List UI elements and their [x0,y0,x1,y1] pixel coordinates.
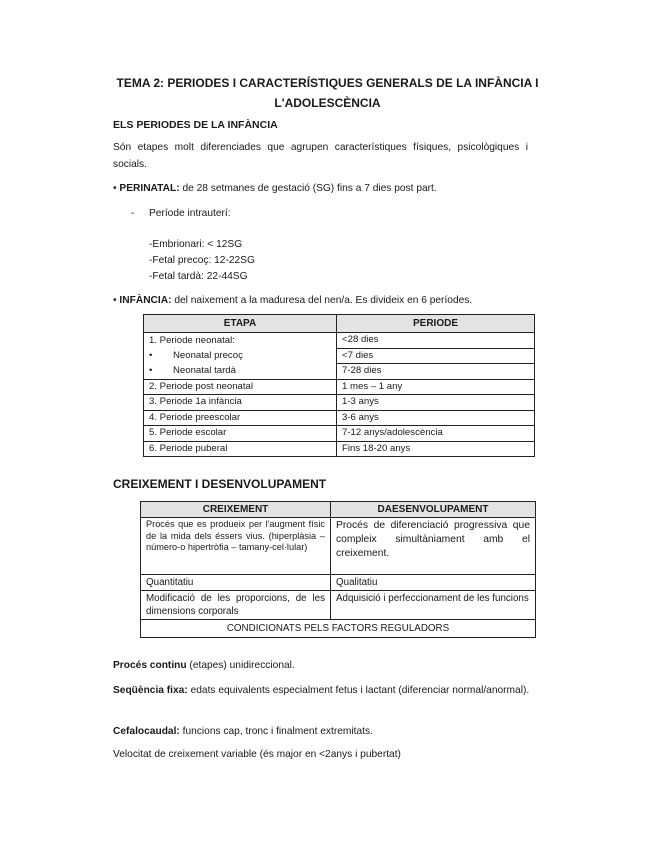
stage-line-fetal-precoc: -Fetal precoç: 12-22SG [149,255,255,266]
page-title: TEMA 2: PERIODES I CARACTERÍSTIQUES GENERALS DE LA INFÀNCIA I L'ADOLESCÈNCIA [116,76,539,110]
note-line [113,723,543,740]
perinatal-paragraph [113,180,543,197]
infancia-paragraph [113,292,543,309]
note-label: Procés continu [113,660,187,671]
note-text: edats equivalents especialment fetus i lactant (diferenciar normal/anormal). [187,685,530,696]
table-row [144,395,535,411]
etapa-cell: 3. Periode 1a infància [144,395,337,411]
infancia-text: del naixement a la maduresa del nen/a. Es divideix en 6 períodes. [171,295,473,306]
creixement-cell: Modificació de les proporcions, de les dimensions corporals [141,591,331,620]
etapa-cell [144,364,337,380]
section-heading-creixement: CREIXEMENT I DESENVOLUPAMENT [113,477,327,491]
periode-cell: 1 mes – 1 any [337,379,535,395]
table-footer-row [141,620,536,638]
table-header-row [141,502,536,518]
note-line [113,746,543,763]
etapa-text: Neonatal precoç [173,349,243,361]
growth-table [140,501,536,638]
bullet: • [149,365,153,376]
etapa-cell: 2. Periode post neonatal [144,379,337,395]
note-label: Seqüència fixa: [113,685,188,696]
desenvolupament-cell: Adquisició i perfeccionament de les funcions [331,591,536,620]
intrauterine-label: Període intrauterí: [149,208,231,219]
sub-dash: - [131,208,135,219]
etapa-cell [144,348,337,364]
table-row [141,518,536,575]
table-row [141,575,536,591]
periode-cell: 1-3 anys [337,395,535,411]
note-label: Cefalocaudal: [113,726,180,737]
creixement-cell: Quantitatiu [141,575,331,591]
perinatal-label: PERINATAL: [119,183,180,194]
table-row [144,348,535,364]
table-header-row [144,315,535,333]
note-line [113,682,541,699]
table-row [141,591,536,620]
intro-paragraph: Són etapes molt diferenciades que agrupen característiques físiques, psicològiques i socials. [113,142,528,170]
table-row [144,441,535,457]
etapa-cell: 6. Periode puberal [144,441,337,457]
bullet: • [113,295,117,306]
column-header-periode: PERIODE [337,315,535,333]
infancia-label: INFÀNCIA: [119,295,172,306]
note-text: Velocitat de creixement variable (és major en <2anys i pubertat) [113,749,401,760]
periods-table [143,314,535,457]
table-row [144,410,535,426]
bullet: • [113,183,117,194]
periode-cell: 7-12 anys/adolescència [337,426,535,442]
etapa-cell: 1. Periode neonatal: [144,333,337,349]
periode-cell: 3-6 anys [337,410,535,426]
desenvolupament-cell: Qualitatiu [331,575,536,591]
table-row [144,379,535,395]
bullet: • [149,349,153,361]
section-heading-periodes: ELS PERIODES DE LA INFÀNCIA [113,119,278,131]
footer-cell: CONDICIONATS PELS FACTORS REGULADORS [141,620,536,638]
desenvolupament-cell: Procés de diferenciació progressiva que compleix simultàniament amb el creixement. [331,518,536,575]
periode-cell: <28 dies [337,333,535,349]
etapa-cell: 5. Periode escolar [144,426,337,442]
periode-cell: 7-28 dies [337,364,535,380]
table-row [144,333,535,349]
note-text: (etapes) unidireccional. [186,660,295,671]
column-header-creixement: CREIXEMENT [141,502,331,518]
stage-line-embrionari: -Embrionari: < 12SG [149,239,243,250]
stage-line-fetal-tarda: -Fetal tardà: 22-44SG [149,271,248,282]
creixement-cell: Procés que es produeix per l'augment físic de la mida dels éssers vius. (hiperplàsia –número-o hipertròfia – tamany-cel·lular) [141,518,331,575]
perinatal-text: de 28 setmanes de gestació (SG) fins a 7 dies post part. [179,183,437,194]
periode-cell: Fins 18-20 anys [337,441,535,457]
column-header-desenvolupament: DAESENVOLUPAMENT [331,502,536,518]
etapa-cell: 4. Periode preescolar [144,410,337,426]
table-row [144,364,535,380]
periode-cell: <7 dies [337,348,535,364]
note-text: funcions cap, tronc i finalment extremitats. [179,726,373,737]
column-header-etapa: ETAPA [144,315,337,333]
table-row [144,426,535,442]
etapa-text: Neonatal tardà [173,365,236,376]
note-line [113,657,543,674]
